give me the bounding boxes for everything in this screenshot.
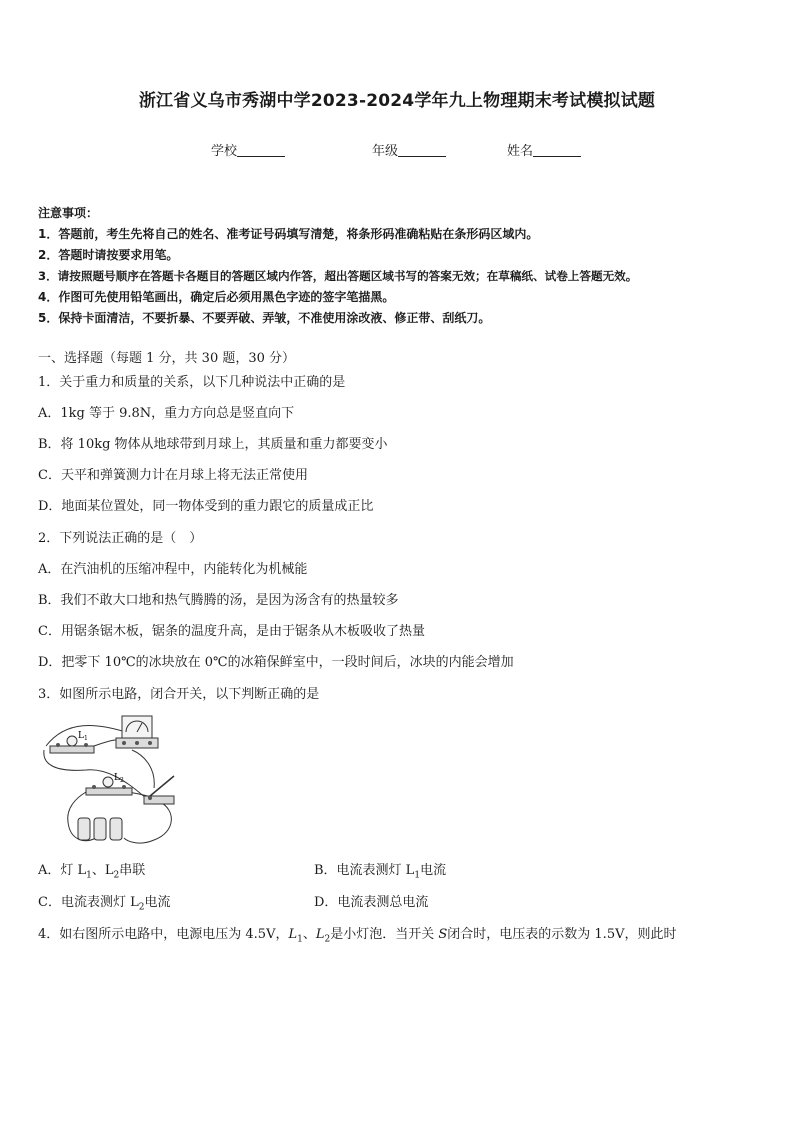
name-blank[interactable] (533, 142, 581, 157)
question-2-stem: 2．下列说法正确的是（ ） (38, 531, 203, 546)
name-label: 姓名 (507, 144, 534, 159)
fig-label-l1: $L_1$ (78, 731, 88, 742)
stem-text: 、 (302, 927, 316, 942)
question-3-option-d[interactable]: D．电流表测总电流 (314, 895, 429, 910)
note-item: 5．保持卡面清洁，不要折暴、不要弄破、弄皱，不准使用涂改液、修正带、刮纸刀。 (38, 311, 491, 325)
stem-text: 4．如右图所示电路中，电源电压为 4.5V， (38, 927, 289, 942)
question-3-option-a[interactable] (38, 862, 145, 885)
school-blank[interactable] (237, 142, 285, 157)
subscript: 2 (324, 934, 331, 945)
ammeter-icon (122, 716, 152, 738)
grade-label: 年级 (372, 144, 399, 159)
note-item: 2．答题时请按要求用笔。 (38, 248, 179, 262)
name-field (507, 140, 581, 159)
question-2-option-b[interactable]: B．我们不敢大口地和热气腾腾的汤，是因为汤含有的热量较多 (38, 593, 399, 608)
question-4-stem (38, 926, 676, 949)
fig-label-l2: $L_2$ (114, 773, 124, 784)
option-text: B．电流表测灯 L (314, 863, 415, 878)
note-item: 3．请按照题号顺序在答题卡各题目的答题区域内作答，超出答题区域书写的答案无效；在草稿纸、试卷上答题无效。 (38, 269, 638, 283)
grade-blank[interactable] (398, 142, 446, 157)
lamp-bulb-icon (103, 777, 113, 787)
subscript: 1 (414, 870, 421, 881)
question-3-option-b[interactable] (314, 862, 446, 885)
notes-heading: 注意事项： (38, 206, 99, 220)
subscript: 2 (138, 902, 145, 913)
lamp-bulb-icon (67, 736, 77, 746)
option-text: C．电流表测灯 L (38, 895, 139, 910)
circuit-figure (36, 710, 184, 852)
school-field (211, 140, 285, 159)
grade-field (372, 140, 446, 159)
stem-text: 闭合时，电压表的示数为 1.5V，则此时 (447, 927, 677, 942)
option-text: 电流 (144, 895, 171, 910)
circuit-diagram (36, 710, 184, 852)
variable: S (438, 927, 448, 942)
question-1-option-a[interactable]: A．1kg 等于 9.8N，重力方向总是竖直向下 (38, 406, 295, 421)
question-3-stem: 3．如图所示电路，闭合开关，以下判断正确的是 (38, 687, 320, 702)
notes-block (38, 203, 778, 329)
option-text: 串联 (119, 863, 146, 878)
lamp-base-icon (50, 746, 94, 753)
option-text: 电流 (420, 863, 447, 878)
question-2-option-d[interactable]: D．把零下 10℃的冰块放在 0℃的冰箱保鲜室中，一段时间后，冰块的内能会增加 (38, 655, 514, 670)
section-heading: 一、选择题（每题 1 分，共 30 题，30 分） (38, 351, 296, 366)
option-text: 、L (91, 863, 114, 878)
page-title: 浙江省义乌市秀湖中学2023-2024学年九上物理期末考试模拟试题 (138, 91, 656, 111)
student-info-row (0, 140, 794, 160)
stem-text: 是小灯泡．当开关 (330, 927, 439, 942)
question-2-option-c[interactable]: C．用锯条锯木板，锯条的温度升高，是由于锯条从木板吸收了热量 (38, 624, 425, 639)
question-2-option-a[interactable]: A．在汽油机的压缩冲程中，内能转化为机械能 (38, 562, 308, 577)
question-1-stem: 1．关于重力和质量的关系，以下几种说法中正确的是 (38, 375, 346, 390)
school-label: 学校 (211, 144, 238, 159)
variable: L (288, 927, 298, 942)
note-item: 4．作图可先使用铅笔画出，确定后必须用黑色字迹的签字笔描黑。 (38, 290, 395, 304)
subscript: 1 (86, 870, 92, 881)
question-1-option-b[interactable]: B．将 10kg 物体从地球带到月球上，其质量和重力都要变小 (38, 437, 388, 452)
note-item: 1．答题前，考生先将自己的姓名、准考证号码填写清楚，将条形码准确粘贴在条形码区域内。 (38, 227, 539, 241)
lamp-base-icon (86, 788, 132, 795)
battery-icon (110, 818, 122, 840)
variable: L (315, 927, 325, 942)
question-1-option-c[interactable]: C．天平和弹簧测力计在月球上将无法正常使用 (38, 468, 308, 483)
question-3-option-c[interactable] (38, 894, 170, 917)
option-text: A．灯 L (38, 863, 87, 878)
subscript: 1 (297, 934, 303, 945)
battery-icon (94, 818, 106, 840)
question-1-option-d[interactable]: D．地面某位置处，同一物体受到的重力跟它的质量成正比 (38, 499, 374, 514)
subscript: 2 (113, 870, 120, 881)
battery-icon (78, 818, 90, 840)
